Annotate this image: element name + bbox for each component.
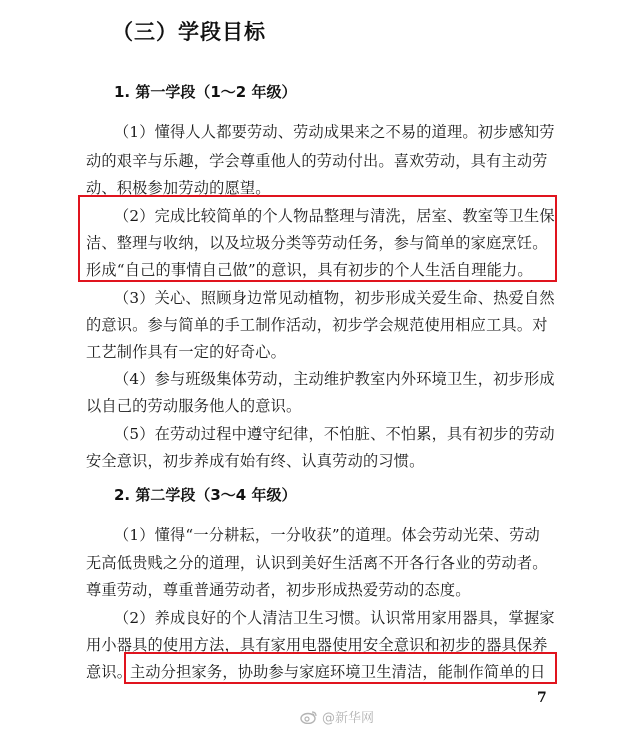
- paragraph-line: 安全意识，初步养成有始有终、认真劳动的习惯。: [86, 452, 425, 470]
- paragraph-line: （2）养成良好的个人清洁卫生习惯。认识常用家用器具，掌握家: [114, 609, 555, 627]
- paragraph-line: 工艺制作具有一定的好奇心。: [86, 343, 287, 361]
- watermark-text: @新华网: [322, 711, 375, 726]
- paragraph-line: 主动分担家务，协助参与家庭环境卫生清洁，能制作简单的日: [130, 663, 546, 681]
- paragraph-line: （1）懂得人人都要劳动、劳动成果来之不易的道理。初步感知劳: [114, 123, 555, 141]
- paragraph-line: 以自己的劳动服务他人的意识。: [86, 397, 302, 415]
- paragraph-line: （4）参与班级集体劳动，主动维护教室内外环境卫生，初步形成: [114, 370, 555, 388]
- paragraph-line: 用小器具的使用方法，具有家用电器使用安全意识和初步的器具保养: [86, 636, 548, 654]
- watermark: [300, 707, 374, 726]
- highlight-box-stage1-item2: [78, 195, 557, 282]
- paragraph-line: 洁、整理与收纳，以及垃圾分类等劳动任务，参与简单的家庭烹饪。: [86, 234, 548, 252]
- paragraph-line: 动、积极参加劳动的愿望。: [86, 179, 271, 197]
- paragraph-line: （5）在劳动过程中遵守纪律，不怕脏、不怕累，具有初步的劳动: [114, 425, 555, 443]
- paragraph-line: 的意识。参与简单的手工制作活动，初步学会规范使用相应工具。对: [86, 316, 548, 334]
- stage1-heading: 1. 第一学段（1～2 年级）: [114, 83, 297, 101]
- paragraph-line: 无高低贵贱之分的道理，认识到美好生活离不开各行各业的劳动者。: [86, 554, 548, 572]
- paragraph-line: （2）完成比较简单的个人物品整理与清洗，居室、教室等卫生保: [114, 207, 555, 225]
- paragraph-line: （1）懂得“一分耕耘，一分收获”的道理。体会劳动光荣、劳动: [114, 526, 540, 544]
- stage2-heading: 2. 第二学段（3～4 年级）: [114, 486, 297, 504]
- weibo-icon: [300, 710, 318, 724]
- highlight-box-stage2-item2: [124, 652, 557, 684]
- paragraph-line: （3）关心、照顾身边常见动植物，初步形成关爱生命、热爱自然: [114, 289, 555, 307]
- page-number: 7: [537, 690, 547, 706]
- paragraph-line: 动的艰辛与乐趣，学会尊重他人的劳动付出。喜欢劳动，具有主动劳: [86, 152, 548, 170]
- section-title: （三）学段目标: [112, 20, 266, 44]
- paragraph-line: 尊重劳动，尊重普通劳动者，初步形成热爱劳动的态度。: [86, 581, 471, 599]
- paragraph-line: 形成“自己的事情自己做”的意识，具有初步的个人生活自理能力。: [86, 261, 533, 279]
- paragraph-line: 意识。: [86, 663, 133, 681]
